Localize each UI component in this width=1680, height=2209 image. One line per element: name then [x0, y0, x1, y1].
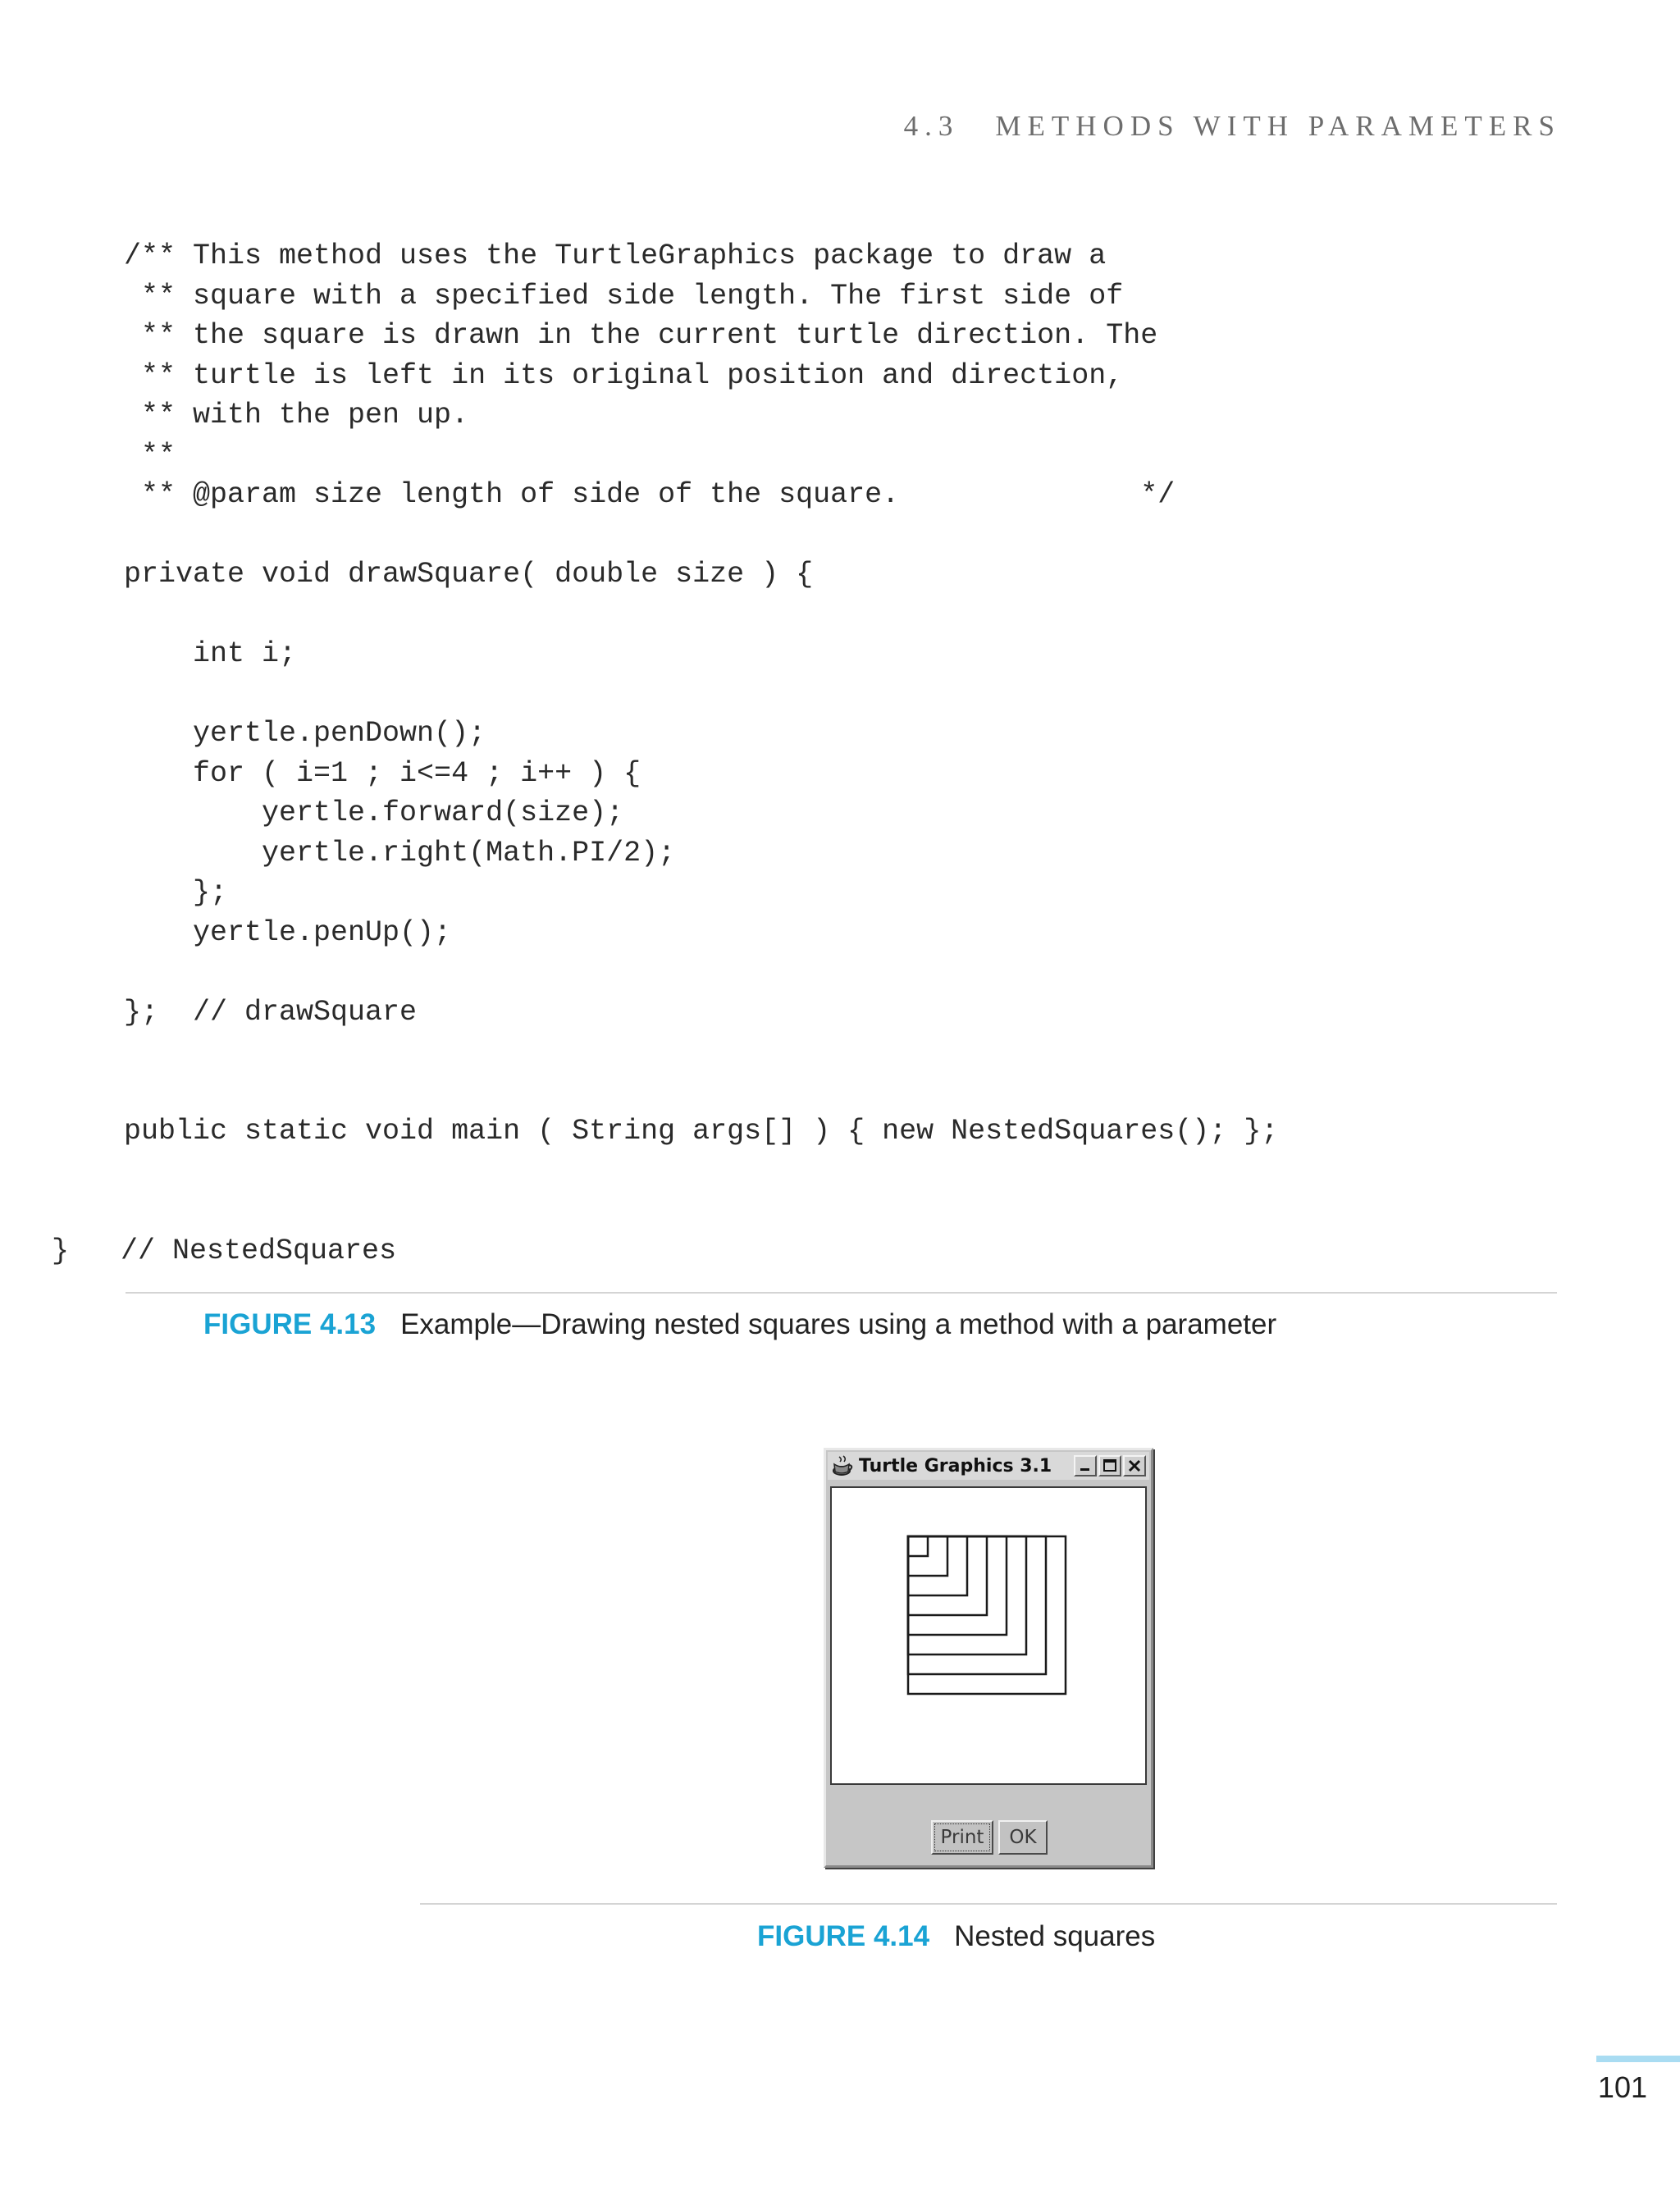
code-line: private void drawSquare( double size ) {	[124, 558, 814, 591]
maximize-button[interactable]	[1098, 1455, 1121, 1476]
square-3	[908, 1536, 967, 1595]
nested-squares-drawing	[832, 1488, 1145, 1783]
figure-414-text: Nested squares	[954, 1920, 1156, 1952]
code-line	[124, 515, 1278, 555]
code-line: ** the square is drawn in the current turtle direction. The	[124, 319, 1158, 352]
section-title: METHODS WITH PARAMETERS	[995, 110, 1561, 142]
code-line: yertle.forward(size);	[124, 796, 624, 829]
drawing-canvas	[830, 1486, 1147, 1785]
page-tab-marker	[1596, 2056, 1680, 2062]
figure-414-rule	[420, 1903, 1557, 1905]
close-icon	[1125, 1457, 1144, 1475]
figure-414-label: FIGURE 4.14	[757, 1920, 930, 1952]
code-line	[124, 952, 1278, 993]
code-line: ** turtle is left in its original position and direction,	[124, 358, 1124, 392]
java-cup-icon	[831, 1454, 856, 1477]
code-line: **	[124, 438, 176, 472]
square-5	[908, 1536, 1007, 1635]
code-line: yertle.penUp();	[124, 915, 452, 949]
close-button[interactable]	[1123, 1455, 1146, 1476]
code-line: /** This method uses the TurtleGraphics package to draw a	[124, 240, 1107, 272]
code-line: ** @param size length of side of the square. */	[124, 478, 1176, 511]
code-listing	[52, 236, 1279, 1271]
turtle-graphics-window	[824, 1448, 1153, 1868]
code-line	[124, 1032, 1278, 1072]
code-line: yertle.penDown();	[124, 717, 486, 750]
code-line: public static void main ( String args[] ) { new NestedSquares(); };	[124, 1115, 1279, 1148]
figure-413-text: Example—Drawing nested squares using a method with a parameter	[400, 1308, 1277, 1340]
code-line: ** square with a specified side length. The first side of	[124, 279, 1124, 313]
code-line: int i;	[124, 637, 297, 670]
figure-413-label: FIGURE 4.13	[203, 1308, 377, 1340]
window-controls	[1072, 1455, 1146, 1476]
square-1	[908, 1536, 928, 1556]
code-line	[124, 1072, 1278, 1112]
maximize-icon	[1100, 1457, 1120, 1475]
window-title: Turtle Graphics 3.1	[859, 1455, 1052, 1476]
code-line: yertle.right(Math.PI/2);	[124, 836, 676, 869]
minimize-button[interactable]	[1074, 1455, 1097, 1476]
code-line: };	[124, 876, 228, 909]
section-number: 4.3	[903, 110, 960, 142]
figure-413-rule	[126, 1292, 1557, 1294]
print-button[interactable]: Print	[931, 1820, 993, 1855]
figure-414-caption	[757, 1920, 1155, 1953]
running-header	[904, 110, 1561, 143]
code-line	[124, 1152, 1278, 1192]
page-number: 101	[1597, 2070, 1647, 2104]
code-line: } // NestedSquares	[52, 1234, 397, 1267]
code-line: for ( i=1 ; i<=4 ; i++ ) {	[124, 756, 641, 790]
code-line	[124, 674, 1278, 714]
window-titlebar[interactable]	[828, 1452, 1149, 1480]
figure-413-caption	[203, 1308, 1276, 1341]
code-line: }; // drawSquare	[124, 995, 418, 1029]
code-line	[124, 595, 1278, 635]
minimize-icon	[1075, 1457, 1095, 1475]
code-line: ** with the pen up.	[124, 399, 469, 431]
code-line	[124, 1191, 1278, 1231]
ok-button[interactable]: OK	[998, 1820, 1048, 1855]
